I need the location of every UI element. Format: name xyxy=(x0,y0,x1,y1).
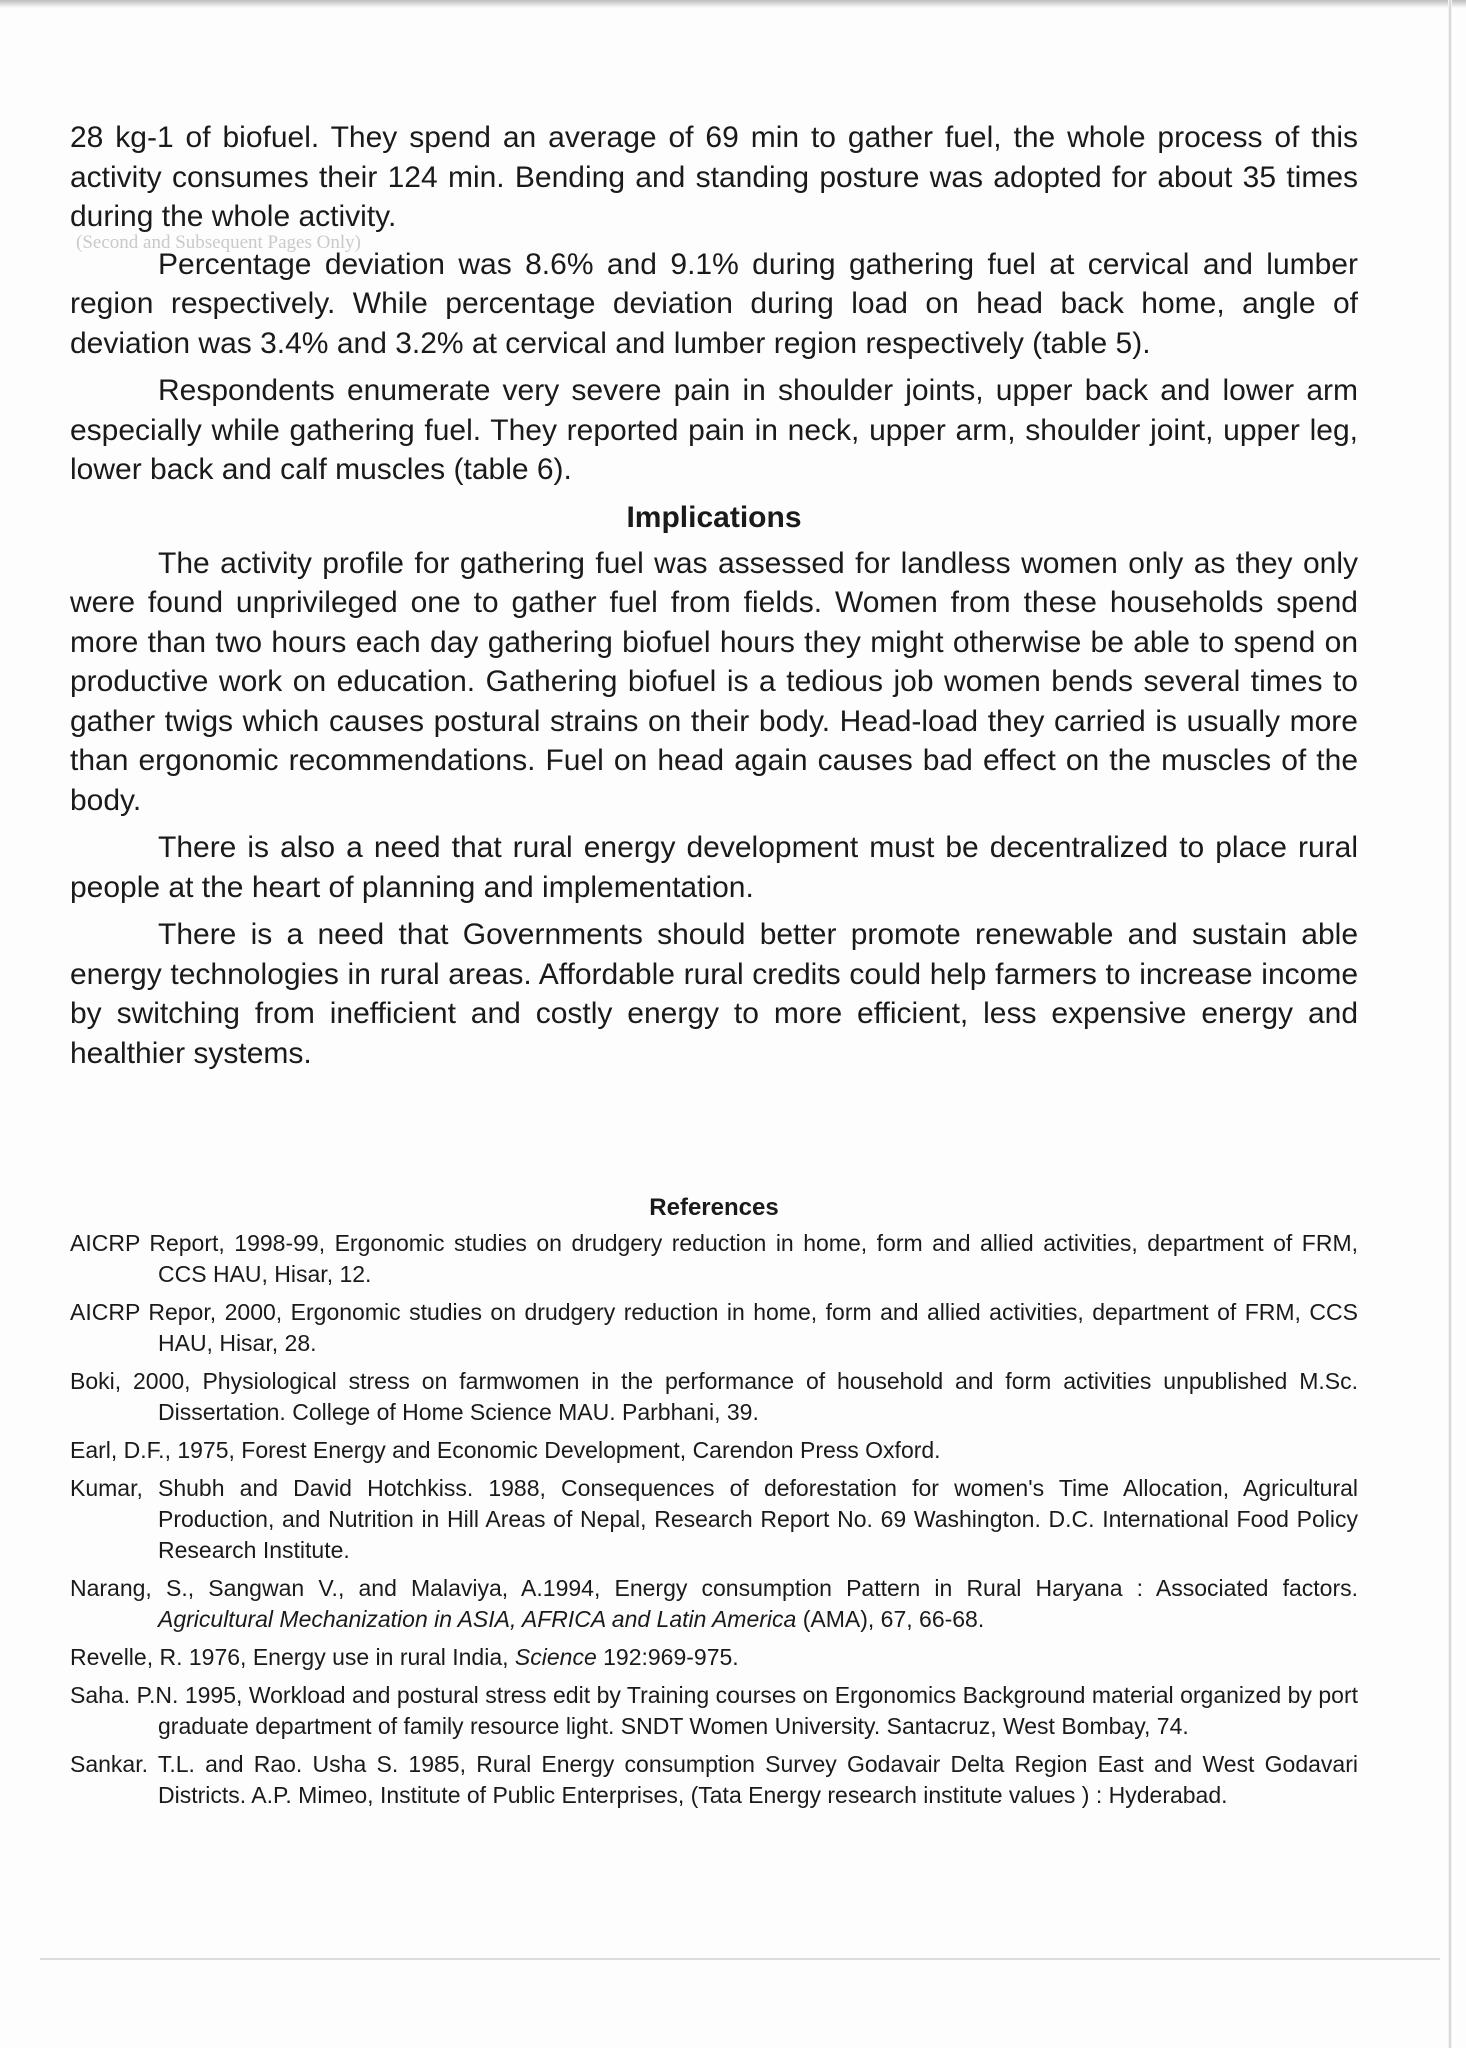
paragraph-deviation: Percentage deviation was 8.6% and 9.1% during gathering fuel at cervical and lumber region respectively. While percentage deviation during load on head back home, angle of deviation was 3.4% and 3.2% at cervical and lumber region respectively (table 5). xyxy=(70,247,1358,360)
scan-shadow-right xyxy=(1448,0,1452,2048)
reference-item: Sankar. T.L. and Rao. Usha S. 1985, Rural Energy consumption Survey Godavair Delta Region East and West Godavari Districts. A.P. Mimeo, Institute of Public Enterprises, (Tata Energy research institute values ) : Hyderabad. xyxy=(70,1751,1358,1808)
reference-text: Revelle, R. 1976, Energy use in rural India, xyxy=(70,1644,515,1670)
body-text xyxy=(70,118,1358,1081)
paragraph-intro: 28 kg-1 of biofuel. They spend an average of 69 min to gather fuel, the whole process of this activity consumes their 124 min. Bending and standing posture was adopted for about 35 times during the whole activity. xyxy=(70,121,1358,233)
scan-shadow-top xyxy=(0,0,1466,8)
paragraph-implications-2: There is also a need that rural energy development must be decentralized to place rural people at the heart of planning and implementation. xyxy=(70,831,1358,904)
paragraph-implications-3: There is a need that Governments should better promote renewable and sustain able energy technologies in rural areas. Affordable rural credits could help farmers to increase income by switching from inefficient and costly energy to more efficient, less expensive energy and healthier systems. xyxy=(70,918,1358,1070)
reference-journal-title: Agricultural Mechanization in ASIA, AFRICA and Latin America xyxy=(158,1606,797,1632)
reference-item: Saha. P.N. 1995, Workload and postural stress edit by Training courses on Ergonomics Background material organized by port graduate department of family resource light. SNDT Women University. Santacruz, West Bombay, 74. xyxy=(70,1682,1358,1739)
reference-text: 192:969-975. xyxy=(596,1644,739,1670)
scan-shadow-bottom xyxy=(40,1958,1440,1960)
references-heading: References xyxy=(649,1194,779,1221)
paragraph-implications-1: The activity profile for gathering fuel was assessed for landless women only as they only were found unprivileged one to gather fuel from fields. Women from these households spend more than two hours each day gathering biofuel hours they might otherwise be able to spend on productive work on education. Gathering biofuel is a tedious job women bends several times to gather twigs which causes postural strains on their body. Head-load they carried is usually more than ergonomic recommendations. Fuel on head again causes bad effect on the muscles of the body. xyxy=(70,546,1358,817)
reference-item: AICRP Repor, 2000, Ergonomic studies on drudgery reduction in home, form and allied activities, department of FRM, CCS HAU, Hisar, 28. xyxy=(70,1299,1358,1356)
reference-text: (AMA), 67, 66-68. xyxy=(796,1606,985,1632)
faint-template-label: (Second and Subsequent Pages Only) xyxy=(76,232,361,253)
reference-item xyxy=(70,1573,1358,1635)
reference-item: Boki, 2000, Physiological stress on farmwomen in the performance of household and form activities unpublished M.Sc. Dissertation. College of Home Science MAU. Parbhani, 39. xyxy=(70,1368,1358,1425)
references-section xyxy=(70,1192,1358,1818)
reference-item: Earl, D.F., 1975, Forest Energy and Economic Development, Carendon Press Oxford. xyxy=(70,1437,941,1463)
reference-text: Narang, S., Sangwan V., and Malaviya, A.1994, Energy consumption Pattern in Rural Haryana : Associated factors. xyxy=(70,1575,1358,1601)
reference-journal-title: Science xyxy=(514,1644,597,1670)
reference-item: AICRP Report, 1998-99, Ergonomic studies on drudgery reduction in home, form and allied activities, department of FRM, CCS HAU, Hisar, 12. xyxy=(70,1230,1358,1287)
paragraph-pain: Respondents enumerate very severe pain in shoulder joints, upper back and lower arm especially while gathering fuel. They reported pain in neck, upper arm, shoulder joint, upper leg, lower back and calf muscles (table 6). xyxy=(70,374,1358,486)
reference-item xyxy=(70,1642,1358,1673)
section-heading-implications: Implications xyxy=(626,500,802,534)
reference-item: Kumar, Shubh and David Hotchkiss. 1988, Consequences of deforestation for women's Time Allocation, Agricultural Production, and Nutrition in Hill Areas of Nepal, Research Report No. 69 Washington. D.C. International Food Policy Research Institute. xyxy=(70,1475,1358,1563)
